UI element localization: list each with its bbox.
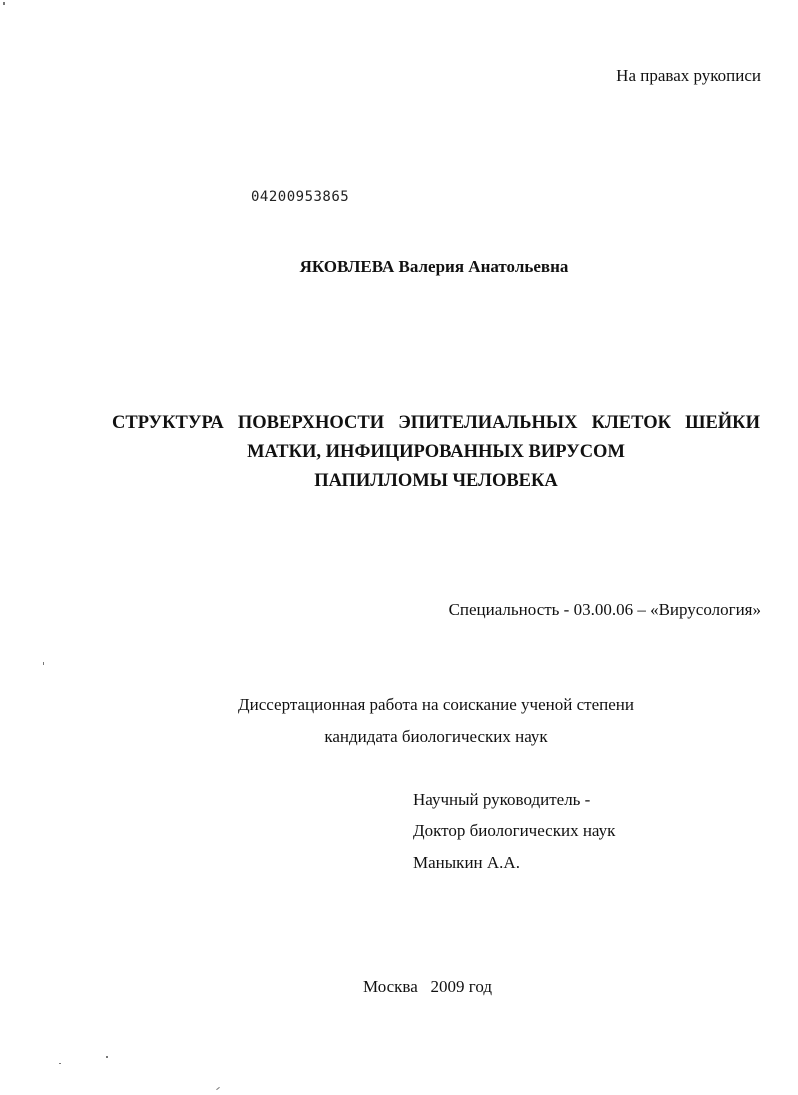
supervisor-role: Научный руководитель - bbox=[413, 790, 591, 809]
scan-speck bbox=[3, 2, 5, 5]
supervisor-name: Маныкин А.А. bbox=[413, 853, 520, 872]
specialty-line: Специальность - 03.00.06 – «Вирусология» bbox=[448, 600, 761, 619]
title-line-3: ПАПИЛЛОМЫ ЧЕЛОВЕКА bbox=[314, 471, 558, 491]
supervisor-degree: Доктор биологических наук bbox=[413, 821, 616, 840]
title-line-1: СТРУКТУРА ПОВЕРХНОСТИ ЭПИТЕЛИАЛЬНЫХ КЛЕТОК ШЕЙКИ bbox=[112, 413, 760, 433]
city-year: Москва 2009 год bbox=[363, 977, 492, 996]
scan-speck bbox=[43, 662, 44, 665]
catalog-number: 04200953865 bbox=[251, 189, 350, 205]
author-name: ЯКОВЛЕВА Валерия Анатольевна bbox=[299, 257, 569, 276]
scan-speck bbox=[106, 1056, 108, 1058]
title-line-2: МАТКИ, ИНФИЦИРОВАННЫХ ВИРУСОМ bbox=[247, 442, 625, 462]
scan-speck bbox=[216, 1087, 220, 1090]
dissertation-degree-line-1: Диссертационная работа на соискание ученой степени bbox=[238, 695, 634, 714]
rights-notice: На правах рукописи bbox=[616, 66, 761, 85]
dissertation-title bbox=[112, 409, 760, 496]
dissertation-degree-line-2: кандидата биологических наук bbox=[324, 727, 548, 746]
scan-speck bbox=[59, 1063, 61, 1064]
